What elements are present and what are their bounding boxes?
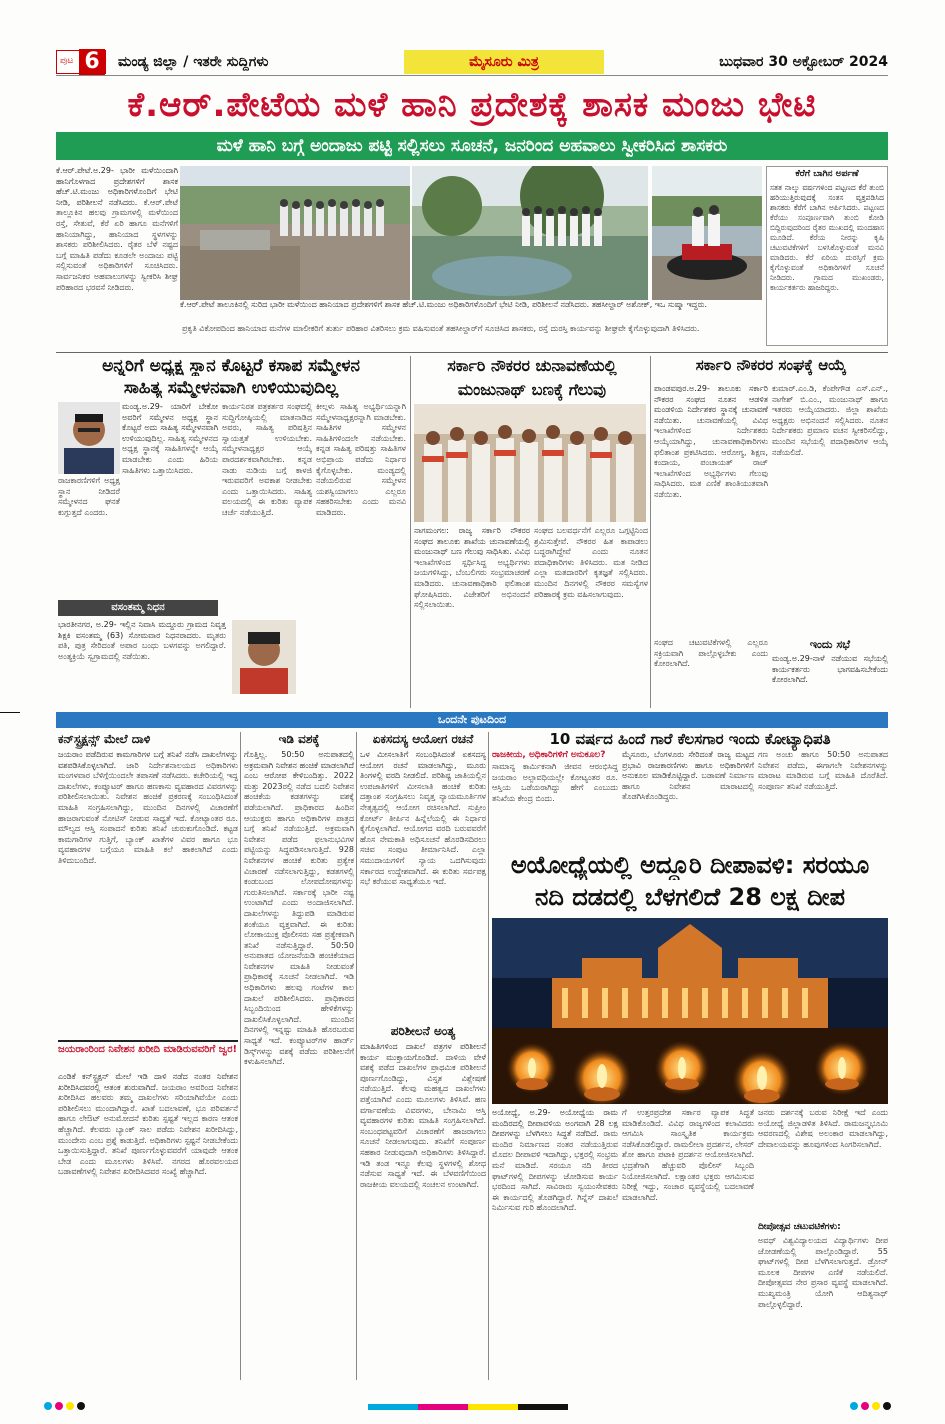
kasapa-column-3: ಕೀಲ್ಗಳು ಸಾಹಿತ್ಯ ಅಭ್ಯರ್ಥಿಯನ್ನಾಗಿ ಸಮ್ಮೇಳನಾಧ್ಯಕ್ಷರನ್ನಾಗಿ ಮಾಡಬೇಕು. ಸಾಹಿತಿಗಳ ಸಮ್ಮೇಳನ ಸಾಹಿತಿಗಳಿಂದಲೇ ನಡೆಯಬೇಕು. ಕನ್ನಡ ಸಾಹಿತ್ಯ ಪರಿಷತ್ತು ಸಾಹಿತಿಗಳ ಅಭಿಪ್ರಾಯ ಪಡೆದು ನಿರ್ಧಾರ ಕೈಗೊಳ್ಳಬೇಕು. ಮಂಡ್ಯದಲ್ಲಿ ನಡೆಯಲಿರುವ ಸಮ್ಮೇಳನ ಯಶಸ್ವಿಯಾಗಲು ಎಲ್ಲರೂ ಸಹಕರಿಸಬೇಕು ಎಂದು ಮನವಿ ಮಾಡಿದರು. — [316, 402, 406, 517]
page-number: 6 — [79, 49, 105, 75]
obituary-portrait — [232, 620, 296, 694]
continued-band: ಒಂದನೇ ಪುಟದಿಂದ — [56, 712, 888, 728]
magenta-dot — [55, 1402, 63, 1410]
page-number-box — [56, 50, 106, 74]
election-column-1: ನಾಗಮಂಗಲ: ರಾಜ್ಯ ಸರ್ಕಾರಿ ನೌಕರರ ಸಂಘದ ತಾಲೂಕು ಶಾಖೆಯ ಚುನಾವಣೆಯಲ್ಲಿ ಮಂಜುನಾಥ್ ಬಣ ಗೆಲುವು ಸಾಧಿಸಿತು. ವಿವಿಧ ಇಲಾಖೆಗಳಿಂದ ಸ್ಪರ್ಧಿಸಿದ್ದ ಅಭ್ಯರ್ಥಿಗಳು ಜಯಗಳಿಸಿದ್ದು, ಬೆಂಬಲಿಗರು ಸಂಭ್ರಮಾಚರಣೆ ಮಾಡಿದರು. ಚುನಾವಣಾಧಿಕಾರಿ ಫಲಿತಾಂಶ ಘೋಷಿಸಿದರು. ವಿಜೇತರಿಗೆ ಅಭಿನಂದನೆ ಸಲ್ಲಿಸಲಾಯಿತು. — [414, 526, 530, 610]
page-label: ಪುಟ — [60, 56, 74, 66]
union-headline: ಸರ್ಕಾರಿ ನೌಕರರ ಸಂಘಕ್ಕೆ ಆಯ್ಕೆ — [695, 356, 847, 374]
lead-body-column-1: ಕೆ.ಆರ್.ಪೇಟೆ.ಅ.29- ಭಾರೀ ಮಳೆಯಿಂದಾಗಿ ಹಾನಿಗೊಳಗಾದ ಪ್ರದೇಶಗಳಿಗೆ ಶಾಸಕ ಹೆಚ್.ಟಿ.ಮಂಜು ಅಧಿಕಾರಿಗಳೊಂದಿಗೆ ಭೇಟಿ ನೀಡಿ, ಪರಿಶೀಲನೆ ನಡೆಸಿದರು. ಕೆ.ಆರ್.ಪೇಟೆ ತಾಲ್ಲೂಕಿನ ಹಲವು ಗ್ರಾಮಗಳಲ್ಲಿ ಮಳೆಯಿಂದ ರಸ್ತೆ, ಸೇತುವೆ, ಕೆರೆ ಏರಿ ಹಾಗೂ ಮನೆಗಳಿಗೆ ಹಾನಿಯಾಗಿದ್ದು, ಹಾನಿಯಾದ ಸ್ಥಳಗಳನ್ನು ಶಾಸಕರು ಪರಿಶೀಲಿಸಿದರು. ರೈತರ ಬೆಳೆ ನಷ್ಟದ ಬಗ್ಗೆ ಮಾಹಿತಿ ಪಡೆದು ಕೂಡಲೇ ಅಂದಾಜು ಪಟ್ಟಿ ಸಲ್ಲಿಸುವಂತೆ ಅಧಿಕಾರಿಗಳಿಗೆ ಸೂಚಿಸಿದರು. ಸಾರ್ವಜನಿಕರ ಅಹವಾಲುಗಳನ್ನು ಸ್ವೀಕರಿಸಿ ಶೀಘ್ರ ಪರಿಹಾರದ ಭರವಸೆ ನೀಡಿದರು. — [56, 166, 178, 292]
union-column-2: ಕುಮಾರ್.ಎಂ.ಡಿ, ಕೆಂಪೇಗೌಡ ಎಸ್.ಎನ್., ನಾಗೇಶ್ ಬಿ.ಎಂ., ಮಂಜುನಾಥ್ ಹಾಗೂ ಇತರರು ಆಯ್ಕೆಯಾದರು. ಜಿಲ್ಲಾ ಶಾಖೆಯ ಅಧ್ಯಕ್ಷರು ಅಭಿನಂದನೆ ಸಲ್ಲಿಸಿದರು. ನೂತನ ನಿರ್ದೇಶಕರು ಪ್ರಮಾಣ ವಚನ ಸ್ವೀಕರಿಸಲಿದ್ದು, ಮುಂದಿನ ಸಭೆಯಲ್ಲಿ ಪದಾಧಿಕಾರಿಗಳ ಆಯ್ಕೆ ನಡೆಯಲಿದೆ. — [772, 384, 888, 457]
lead-photo-2 — [412, 166, 648, 300]
meeting-text: ಮಂಡ್ಯ.ಅ.29-ನಾಳೆ ನಡೆಯುವ ಸಭೆಯಲ್ಲಿ ಕಾರ್ಯಕರ್ತರು ಭಾಗವಹಿಸಬೇಕೆಂದು ಕೋರಲಾಗಿದೆ. — [772, 654, 888, 685]
black-dot — [883, 1402, 891, 1410]
millionaire-kicker: ರಾಜಕೀಯ, ಅಧಿಕಾರಿಗಳಿಗೆ ಅನುಕೂಲ? — [492, 750, 606, 760]
lead-photo-3 — [652, 166, 762, 300]
lead-subheadline: ಮಳೆ ಹಾನಿ ಬಗ್ಗೆ ಅಂದಾಜು ಪಟ್ಟಿ ಸಲ್ಲಿಸಲು ಸೂಚನೆ, ಜನರಿಂದ ಅಹವಾಲು ಸ್ವೀಕರಿಸಿದ ಶಾಸಕರು — [56, 132, 888, 160]
obituary-body: ಭಾರತೀನಗರ, ಅ.29- ಇಲ್ಲಿನ ನಿವಾಸಿ ಮದ್ದೂರು ಗ್ರಾಮದ ನಿವೃತ್ತ ಶಿಕ್ಷಕಿ ವಸಂತಮ್ಮ (63) ಸೋಮವಾರ ನಿಧನರಾದರು. ಮೃತರು ಪತಿ, ಪುತ್ರ ಸೇರಿದಂತೆ ಅಪಾರ ಬಂಧು ಬಳಗವನ್ನು ಅಗಲಿದ್ದಾರೆ. ಅಂತ್ಯಕ್ರಿಯೆ ಸ್ವಗ್ರಾಮದಲ್ಲಿ ನಡೆಯಿತು. — [58, 620, 226, 661]
column-divider-4 — [356, 732, 357, 1380]
page-header — [56, 50, 888, 76]
millionaire-column-2: ಮೈಸೂರು, ಬೆಂಗಳೂರು ಸೇರಿದಂತೆ ರಾಜ್ಯ ಮಟ್ಟದ ಪ್ರಭಾವಿ ರಾಜಕಾರಣಿಗಳು ಹಾಗೂ ಅಧಿಕಾರಿಗಳಿಗೆ ಅನುಕೂಲ ಮಾಡಿಕೊಟ್ಟಿದ್ದಾರೆ. ಬಡಾವಣೆ ನಿರ್ಮಾಣ ಹಾಗೂ ನಿವೇಶನ ಮಾರಾಟದಲ್ಲಿ ತೊಡಗಿಸಿಕೊಂಡಿದ್ದರು. — [622, 750, 754, 802]
election-dateline: ನಾಗಮಂಗಲ: ರಾಜ್ಯ ಸರ್ಕಾರಿ ನೌಕರರ ಸಂಘದ ತಾಲೂಕು ಶಾಖೆಯ ಚುನಾವಣೆಯಲ್ಲಿ ಮಂಜುನಾಥ್ ಬಣ ಗೆಲುವು ಸಾಧಿಸಿತು. — [414, 526, 530, 557]
box-rule — [58, 1040, 238, 1042]
print-registration-marks-left — [44, 1402, 85, 1410]
reservation-headline: ಇಡಿ ವಶಕ್ಕೆ — [278, 732, 320, 746]
lead-body-continued: ಪ್ರಕೃತಿ ವಿಕೋಪದಿಂದ ಹಾನಿಯಾದ ಮನೆಗಳ ಮಾಲೀಕರಿಗೆ ತುರ್ತು ಪರಿಹಾರ ವಿತರಿಸಲು ಕ್ರಮ ವಹಿಸುವಂತೆ ತಹಸೀಲ್ದಾರ್‌ಗೆ ಸೂಚಿಸಿದ ಶಾಸಕರು, ರಸ್ತೆ ದುರಸ್ತಿ ಕಾರ್ಯವನ್ನು ಶೀಘ್ರವೇ ಕೈಗೊಳ್ಳುವುದಾಗಿ ತಿಳಿಸಿದರು. — [182, 324, 700, 333]
buyers-box-body: ಎಂಡಿಕೆ ಕನ್‌ಸ್ಟ್ರಕ್ಷನ್ ಮೇಲೆ ಇಡಿ ದಾಳಿ ನಡೆದ ನಂತರ ನಿವೇಶನ ಖರೀದಿಸಿದವರಲ್ಲಿ ಆತಂಕ ಶುರುವಾಗಿದೆ. ಜಯರಾಂ ಅವರಿಂದ ನಿವೇಶನ ಖರೀದಿಸಿದ ಹಲವರು ತಮ್ಮ ದಾಖಲೆಗಳು ಸರಿಯಾಗಿವೆಯೇ ಎಂದು ಪರಿಶೀಲಿಸಲು ಮುಂದಾಗಿದ್ದಾರೆ. ಖಾತೆ ಬದಲಾವಣೆ, ಭೂ ಪರಿವರ್ತನೆ ಹಾಗೂ ಲೇಔಟ್ ಅನುಮೋದನೆ ಕುರಿತು ಸ್ಪಷ್ಟತೆ ಇಲ್ಲದ ಕಾರಣ ಆತಂಕ ಹೆಚ್ಚಾಗಿದೆ. ಕೆಲವರು ಬ್ಯಾಂಕ್ ಸಾಲ ಪಡೆದು ನಿವೇಶನ ಖರೀದಿಸಿದ್ದು, ಮುಂದೇನು ಎಂಬ ಪ್ರಶ್ನೆ ಕಾಡುತ್ತಿದೆ. ಅಧಿಕಾರಿಗಳು ಸ್ಪಷ್ಟನೆ ನೀಡಬೇಕೆಂದು ಒತ್ತಾಯಿಸುತ್ತಿದ್ದಾರೆ. ತನಿಖೆ ಪೂರ್ಣಗೊಳ್ಳುವವರೆಗೆ ಯಾವುದೇ ಆತಂಕ ಬೇಡ ಎಂದು ಮೂಲಗಳು ತಿಳಿಸಿವೆ. ನಗರದ ಹೊರವಲಯದ ಬಡಾವಣೆಗಳಲ್ಲಿ ನಿವೇಶನ ಖರೀದಿಸಿದವರ ಸಂಖ್ಯೆ ಹೆಚ್ಚಾಗಿದೆ. — [58, 1072, 238, 1177]
commission-headline: ಏಕಸದಸ್ಯ ಆಯೋಗ ರಚನೆ — [372, 732, 474, 746]
deepotsav-headline-1: ಅಯೋಧ್ಯೆಯಲ್ಲಿ ಅದ್ದೂರಿ ದೀಪಾವಳಿ: ಸರಯೂ — [510, 851, 870, 879]
masthead: ಮೈಸೂರು ಮಿತ್ರ — [404, 50, 604, 74]
deepotsav-text: ಅಯೋಧ್ಯೆ, ಅ.29- ಅಯೋಧ್ಯೆಯ ರಾಮ ಮಂದಿರದಲ್ಲಿ ದೀಪಾವಳಿಯ ಅಂಗವಾಗಿ 28 ಲಕ್ಷ ದೀಪಗಳನ್ನು ಬೆಳಗಿಸಲು ಸಿದ್ಧತೆ ನಡೆದಿದೆ. — [492, 1108, 618, 1139]
election-column-2: ಸಂಘದ ಬಲವರ್ಧನೆಗೆ ಎಲ್ಲರೂ ಒಗ್ಗಟ್ಟಿನಿಂದ ಶ್ರಮಿಸುತ್ತೇವೆ. ನೌಕರರ ಹಿತ ಕಾಪಾಡಲು ಬದ್ಧರಾಗಿದ್ದೇವೆ ಎಂದು ನೂತನ ಪದಾಧಿಕಾರಿಗಳು ತಿಳಿಸಿದರು. ಮತ ನೀಡಿದ ಎಲ್ಲಾ ಮತದಾರರಿಗೆ ಕೃತಜ್ಞತೆ ಸಲ್ಲಿಸಿದರು. ಮುಂದಿನ ದಿನಗಳಲ್ಲಿ ನೌಕರರ ಸಮಸ್ಯೆಗಳ ಪರಿಹಾರಕ್ಕೆ ಕ್ರಮ ವಹಿಸಲಾಗುವುದು. — [534, 526, 648, 599]
deepotsav-column-2: ಗೆ ಉತ್ತರಪ್ರದೇಶ ಸರ್ಕಾರ ವ್ಯಾಪಕ ಸಿದ್ಧತೆ ಮಾಡಿಕೊಂಡಿದೆ. ವಿವಿಧ ರಾಜ್ಯಗಳಿಂದ ಕಲಾವಿದರು ಆಗಮಿಸಿ ಸಾಂಸ್ಕೃತಿಕ ಕಾರ್ಯಕ್ರಮ ನಡೆಸಿಕೊಡಲಿದ್ದಾರೆ. ರಾಮಲೀಲಾ ಪ್ರದರ್ಶನ, ಲೇಸರ್ ಶೋ ಹಾಗೂ ಪಟಾಕಿ ಪ್ರದರ್ಶನ ಆಯೋಜಿಸಲಾಗಿದೆ. ಭದ್ರತೆಗಾಗಿ ಹೆಚ್ಚುವರಿ ಪೊಲೀಸ್ ಸಿಬ್ಬಂದಿ ನಿಯೋಜಿಸಲಾಗಿದೆ. ಲಕ್ಷಾಂತರ ಭಕ್ತರು ಆಗಮಿಸುವ ನಿರೀಕ್ಷೆ ಇದ್ದು, ಸಂಚಾರ ವ್ಯವಸ್ಥೆಯಲ್ಲಿ ಬದಲಾವಣೆ ಮಾಡಲಾಗಿದೆ. — [622, 1108, 754, 1202]
kasapa-headline-1: ಅನ್ನರಿಗೆ ಅಧ್ಯಕ್ಷ ಸ್ಥಾನ ಕೊಟ್ಟರೆ ಕಸಾಪ ಸಮ್ಮೇಳನ — [102, 356, 360, 376]
black-dot — [77, 1402, 85, 1410]
deepotsav-column-1: ಅಯೋಧ್ಯೆ, ಅ.29- ಅಯೋಧ್ಯೆಯ ರಾಮ ಮಂದಿರದಲ್ಲಿ ದೀಪಾವಳಿಯ ಅಂಗವಾಗಿ 28 ಲಕ್ಷ ದೀಪಗಳನ್ನು ಬೆಳಗಿಸಲು ಸಿದ್ಧತೆ ನಡೆದಿದೆ. ರಾಮ ಮಂದಿರ ನಿರ್ಮಾಣದ ನಂತರ ನಡೆಯುತ್ತಿರುವ ಮೊದಲ ದೀಪಾವಳಿ ಇದಾಗಿದ್ದು, ಭಕ್ತರಲ್ಲಿ ಸಂಭ್ರಮ ಮನೆ ಮಾಡಿದೆ. ಸರಯೂ ನದಿ ತೀರದ ಘಾಟ್‌ಗಳಲ್ಲಿ ದೀಪಗಳನ್ನು ಜೋಡಿಸುವ ಕಾರ್ಯ ಭರದಿಂದ ಸಾಗಿದೆ. ಸಾವಿರಾರು ಸ್ವಯಂಸೇವಕರು ಈ ಕಾರ್ಯದಲ್ಲಿ ತೊಡಗಿದ್ದಾರೆ. ಗಿನ್ನೆಸ್ ದಾಖಲೆ ನಿರ್ಮಿಸುವ ಗುರಿ ಹೊಂದಲಾಗಿದೆ. — [492, 1108, 618, 1213]
lake-box — [766, 166, 888, 346]
millionaire-column-3: ಗಣ ಅಂಚು ಹಾಗೂ 50:50 ಅನುಪಾತದ ನಿವೇಶನ ಪಡೆದು, ಈಗಾಗಲೇ ನಿವೇಶನಗಳನ್ನು ಮಾರಾಟ ಮಾಡಿರುವ ಬಗ್ಗೆ ಮಾಹಿತಿ ದೊರೆತಿದೆ. ಸಂಪೂರ್ಣ ತನಿಖೆ ನಡೆಯುತ್ತಿದೆ. — [758, 750, 888, 791]
lead-headline: ಕೆ.ಆರ್.ಪೇಟೆಯ ಮಳೆ ಹಾನಿ ಪ್ರದೇಶಕ್ಕೆ ಶಾಸಕ ಮಂಜು ಭೇಟಿ — [127, 85, 817, 125]
kasapa-column-2: ಕಾರ್ಯನಿರತ ಪತ್ರಕರ್ತರ ಸಂಘದಲ್ಲಿ ಸುದ್ದಿಗೋಷ್ಠಿಯಲ್ಲಿ ಮಾತನಾಡಿದ ಅವರು, ಸಾಹಿತ್ಯ ಪರಿಷತ್ತಿನ ಸ್ವಾಯತ್ತತೆ ಉಳಿಯಬೇಕು. ಸಮ್ಮೇಳನಾಧ್ಯಕ್ಷರ ಆಯ್ಕೆ ಪಾರದರ್ಶಕವಾಗಿರಬೇಕು. ಕನ್ನಡ ನಾಡು ನುಡಿಯ ಬಗ್ಗೆ ಕಾಳಜಿ ಇರುವವರಿಗೆ ಅವಕಾಶ ನೀಡಬೇಕು ಎಂದು ಒತ್ತಾಯಿಸಿದರು. ಸಾಹಿತ್ಯ ವಲಯದಲ್ಲಿ ಈ ಕುರಿತು ವ್ಯಾಪಕ ಚರ್ಚೆ ನಡೆಯುತ್ತಿದೆ. — [222, 402, 312, 517]
union-column-1b: ಸಂಘದ ಚಟುವಟಿಕೆಗಳಲ್ಲಿ ಎಲ್ಲರೂ ಸಕ್ರಿಯವಾಗಿ ಪಾಲ್ಗೊಳ್ಳಬೇಕು ಎಂದು ಕೋರಲಾಗಿದೆ. — [654, 638, 768, 669]
review-column: ಮಾಹಿತಿಗಳಿಂದ ದಾಖಲೆ ಪತ್ರಗಳ ಪರಿಶೀಲನೆ ಕಾರ್ಯ ಮುಕ್ತಾಯಗೊಂಡಿದೆ. ದಾಳಿಯ ವೇಳೆ ವಶಕ್ಕೆ ಪಡೆದ ದಾಖಲೆಗಳ ಪ್ರಾಥಮಿಕ ಪರಿಶೀಲನೆ ಪೂರ್ಣಗೊಂಡಿದ್ದು, ವಿಸ್ತೃತ ವಿಶ್ಲೇಷಣೆ ನಡೆಯುತ್ತಿದೆ. ಕೆಲವು ಮಹತ್ವದ ದಾಖಲೆಗಳು ಪತ್ತೆಯಾಗಿವೆ ಎಂದು ಮೂಲಗಳು ತಿಳಿಸಿವೆ. ಹಣ ವರ್ಗಾವಣೆಯ ವಿವರಗಳು, ಬೇನಾಮಿ ಆಸ್ತಿ ವ್ಯವಹಾರಗಳ ಕುರಿತು ಮಾಹಿತಿ ಸಂಗ್ರಹಿಸಲಾಗಿದೆ. ಸಂಬಂಧಪಟ್ಟವರಿಗೆ ವಿಚಾರಣೆಗೆ ಹಾಜರಾಗಲು ಸೂಚನೆ ನೀಡಲಾಗುವುದು. ತನಿಖೆಗೆ ಸಂಪೂರ್ಣ ಸಹಕಾರ ನೀಡುವುದಾಗಿ ಅಧಿಕಾರಿಗಳು ತಿಳಿಸಿದ್ದಾರೆ. ಇಡಿ ತಂಡ ಇನ್ನೂ ಕೆಲವು ಸ್ಥಳಗಳಲ್ಲಿ ಶೋಧ ನಡೆಸುವ ಸಾಧ್ಯತೆ ಇದೆ. ಈ ಬೆಳವಣಿಗೆಯಿಂದ ರಾಜಕೀಯ ವಲಯದಲ್ಲಿ ಸಂಚಲನ ಉಂಟಾಗಿದೆ. — [360, 1042, 486, 1189]
kasapa-dateline: ಮಂಡ್ಯ.ಅ.29- ಯಾರಿಗೆ ಬೇಕೋ ಅವರಿಗೆ ಸಮ್ಮೇಳನ ಅಧ್ಯಕ್ಷ ಸ್ಥಾನ ಕೊಟ್ಟರೆ ಅದು ಸಾಹಿತ್ಯ ಸಮ್ಮೇಳನವಾಗಿ ಉಳಿಯುವುದಿಲ್ಲ. — [122, 402, 218, 443]
review-headline: ಪರಿಶೀಲನೆ ಅಂತ್ಯ — [390, 1024, 456, 1038]
lake-box-headline: ಕೆರೆಗೆ ಬಾಗಿನ ಅರ್ಪಣೆ — [795, 169, 859, 179]
construction-column: ಜಯರಾಂ ಪಡೆದಿರುವ ಕಾಮಗಾರಿಗಳ ಬಗ್ಗೆ ತನಿಖೆ ನಡೆಸಿ ದಾಖಲೆಗಳನ್ನು ವಶಪಡಿಸಿಕೊಳ್ಳಲಾಗಿದೆ. ಜಾರಿ ನಿರ್ದೇಶನಾಲಯದ ಅಧಿಕಾರಿಗಳು ಮಂಗಳವಾರ ಬೆಳಿಗ್ಗೆಯಿಂದಲೇ ತಪಾಸಣೆ ನಡೆಸಿದರು. ಕಚೇರಿಯಲ್ಲಿ ಇದ್ದ ದಾಖಲೆಗಳು, ಕಂಪ್ಯೂಟರ್ ಹಾಗೂ ಹಣಕಾಸು ವ್ಯವಹಾರದ ವಿವರಗಳನ್ನು ಪರಿಶೀಲಿಸಲಾಯಿತು. ನಿವೇಶನ ಹಂಚಿಕೆ ಪ್ರಕರಣಕ್ಕೆ ಸಂಬಂಧಿಸಿದಂತೆ ಮಾಹಿತಿ ಸಂಗ್ರಹಿಸಲಾಗಿದ್ದು, ಮುಂದಿನ ದಿನಗಳಲ್ಲಿ ವಿಚಾರಣೆಗೆ ಹಾಜರಾಗುವಂತೆ ನೋಟಿಸ್ ನೀಡುವ ಸಾಧ್ಯತೆ ಇದೆ. ಕೋಟ್ಯಾಂತರ ರೂ. ಮೌಲ್ಯದ ಆಸ್ತಿ ಸಂಪಾದನೆ ಕುರಿತು ತನಿಖೆ ಚುರುಕುಗೊಂಡಿದೆ. ಕಟ್ಟಡ ಕಾಮಗಾರಿಗಳ ಗುತ್ತಿಗೆ, ಬ್ಯಾಂಕ್ ಖಾತೆಗಳ ವಿವರ ಹಾಗೂ ಭೂ ವ್ಯವಹಾರಗಳ ಬಗ್ಗೆಯೂ ಮಾಹಿತಿ ಕಲೆ ಹಾಕಲಾಗಿದೆ ಎಂದು ತಿಳಿದುಬಂದಿದೆ. — [58, 750, 238, 865]
union-column-1: ಪಾಂಡವಪುರ.ಅ.29- ತಾಲೂಕು ಸರ್ಕಾರಿ ನೌಕರರ ಸಂಘದ ನೂತನ ಆಡಳಿತ ಮಂಡಳಿಯ ನಿರ್ದೇಶಕರ ಸ್ಥಾನಕ್ಕೆ ಚುನಾವಣೆ ನಡೆಯಿತು. ಚುನಾವಣೆಯಲ್ಲಿ ವಿವಿಧ ಇಲಾಖೆಗಳಿಂದ ನಿರ್ದೇಶಕರು ಆಯ್ಕೆಯಾಗಿದ್ದು, ಚುನಾವಣಾಧಿಕಾರಿಗಳು ಫಲಿತಾಂಶ ಪ್ರಕಟಿಸಿದರು. ಆರೋಗ್ಯ, ಶಿಕ್ಷಣ, ಕಂದಾಯ, ಪಂಚಾಯತ್ ರಾಜ್ ಇಲಾಖೆಗಳಿಂದ ಅಭ್ಯರ್ಥಿಗಳು ಗೆಲುವು ಸಾಧಿಸಿದರು. ಮತ ಎಣಿಕೆ ಶಾಂತಿಯುತವಾಗಿ ನಡೆಯಿತು. — [654, 384, 768, 499]
kasapa-portrait — [58, 402, 120, 474]
meeting-body — [772, 654, 888, 708]
construction-headline: ಕನ್‌ಸ್ಟ್ರಕ್ಷನ್ಸ್ ಮೇಲೆ ದಾಳಿ — [58, 732, 151, 746]
section-divider — [56, 352, 888, 353]
print-registration-marks-right — [850, 1402, 891, 1410]
column-divider-1 — [410, 356, 411, 708]
column-divider-5 — [488, 732, 489, 1380]
crop-mark — [0, 712, 20, 713]
lake-box-body: ಸತತ ನಾಲ್ಕು ವರ್ಷಗಳಿಂದ ಪಟ್ಟಣದ ಕೆರೆ ತುಂಬಿ ಹರಿಯುತ್ತಿರುವುದಕ್ಕೆ ಸಂತಸ ವ್ಯಕ್ತಪಡಿಸಿದ ಶಾಸಕರು ಕೆರೆಗೆ ಬಾಗಿನ ಅರ್ಪಿಸಿದರು. ಪಟ್ಟಣದ ಕೆರೆಯು ಸಂಪೂರ್ಣವಾಗಿ ತುಂಬಿ ಕೋಡಿ ಬಿದ್ದಿರುವುದರಿಂದ ರೈತರ ಮುಖದಲ್ಲಿ ಮಂದಹಾಸ ಮೂಡಿದೆ. ಕೆರೆಯ ನೀರನ್ನು ಕೃಷಿ ಚಟುವಟಿಕೆಗಳಿಗೆ ಬಳಸಿಕೊಳ್ಳುವಂತೆ ಮನವಿ ಮಾಡಿದರು. ಕೆರೆ ಏರಿಯ ದುರಸ್ತಿಗೆ ಕ್ರಮ ಕೈಗೊಳ್ಳುವಂತೆ ಅಧಿಕಾರಿಗಳಿಗೆ ಸೂಚನೆ ನೀಡಿದರು. ಗ್ರಾಮದ ಮುಖಂಡರು, ಕಾರ್ಯಕರ್ತರು ಹಾಜರಿದ್ದರು. — [770, 183, 884, 292]
column-divider-2 — [650, 356, 651, 708]
cyan-dot — [44, 1402, 52, 1410]
election-headline-1: ಸರ್ಕಾರಿ ನೌಕರರ ಚುನಾವಣೆಯಲ್ಲಿ — [447, 356, 617, 375]
kasapa-headline-2: ಸಾಹಿತ್ಯ ಸಮ್ಮೇಳನವಾಗಿ ಉಳಿಯುವುದಿಲ್ಲ — [123, 378, 339, 398]
kasapa-column-1b: ರಾಜಕಾರಣಿಗಳಿಗೆ ಅಧ್ಯಕ್ಷ ಸ್ಥಾನ ನೀಡಿದರೆ ಸಮ್ಮೇಳನದ ಘನತೆ ಕುಗ್ಗುತ್ತದೆ ಎಂದರು. — [58, 476, 120, 517]
obituary-headline: ವಸಂತಮ್ಮ ನಿಧನ — [58, 600, 218, 616]
millionaire-headline: 10 ವರ್ಷದ ಹಿಂದೆ ಗಾರೆ ಕೆಲಸಗಾರ ಇಂದು ಕೋಟ್ಯಾಧಿಪತಿ — [549, 730, 831, 748]
millionaire-column-1: ಸಾಮಾನ್ಯ ಕಾರ್ಮಿಕನಾಗಿ ಜೀವನ ಆರಂಭಿಸಿದ್ದ ಜಯರಾಂ ಅಲ್ಪಾವಧಿಯಲ್ಲೇ ಕೋಟ್ಯಂತರ ರೂ. ಆಸ್ತಿಯ ಒಡೆಯರಾಗಿದ್ದು ಹೇಗೆ ಎಂಬುದು ತನಿಖೆಯ ಕೇಂದ್ರ ಬಿಂದು. — [492, 762, 618, 803]
review-text: ಮಾಹಿತಿಗಳಿಂದ ದಾಖಲೆ ಪತ್ರಗಳ ಪರಿಶೀಲನೆ ಕಾರ್ಯ ಮುಕ್ತಾಯಗೊಂಡಿದೆ. — [360, 1042, 486, 1062]
section-title: ಮಂಡ್ಯ ಜಿಲ್ಲಾ / ಇತರೇ ಸುದ್ದಿಗಳು — [118, 54, 269, 70]
lead-dateline: ಕೆ.ಆರ್.ಪೇಟೆ.ಅ.29- ಭಾರೀ ಮಳೆಯಿಂದಾಗಿ ಹಾನಿಗೊಳಗಾದ ಪ್ರದೇಶಗಳಿಗೆ ಶಾಸಕ ಹೆಚ್.ಟಿ.ಮಂಜು ಅಧಿಕಾರಿಗಳೊಂದಿಗೆ ಭೇಟಿ ನೀಡಿ, ಪರಿಶೀಲನೆ ನಡೆಸಿದರು. — [56, 166, 178, 207]
deepotsav-headline-2: ನದಿ ದಡದಲ್ಲಿ ಬೆಳಗಲಿದೆ 28 ಲಕ್ಷ ದೀಪ — [535, 883, 845, 911]
construction-text: ಜಯರಾಂ ಪಡೆದಿರುವ ಕಾಮಗಾರಿಗಳ ಬಗ್ಗೆ ತನಿಖೆ ನಡೆಸಿ ದಾಖಲೆಗಳನ್ನು ವಶಪಡಿಸಿಕೊಳ್ಳಲಾಗಿದೆ. — [58, 750, 238, 770]
union-dateline: ಪಾಂಡವಪುರ.ಅ.29- ತಾಲೂಕು ಸರ್ಕಾರಿ ನೌಕರರ ಸಂಘದ ನೂತನ ಆಡಳಿತ ಮಂಡಳಿಯ ನಿರ್ದೇಶಕರ ಸ್ಥಾನಕ್ಕೆ ಚುನಾವಣೆ ನಡೆಯಿತು. — [654, 384, 768, 425]
commission-text: ಒಳ ಮೀಸಲಾತಿಗೆ ಸಂಬಂಧಿಸಿದಂತೆ ಏಕಸದಸ್ಯ ಆಯೋಗ ರಚನೆ ಮಾಡಲಾಗಿದ್ದು, ಮೂರು ತಿಂಗಳಲ್ಲಿ ವರದಿ ನೀಡಲಿದೆ. — [360, 750, 486, 781]
meeting-headline: ಇಂದು ಸಭೆ — [809, 638, 851, 651]
commission-column: ಒಳ ಮೀಸಲಾತಿಗೆ ಸಂಬಂಧಿಸಿದಂತೆ ಏಕಸದಸ್ಯ ಆಯೋಗ ರಚನೆ ಮಾಡಲಾಗಿದ್ದು, ಮೂರು ತಿಂಗಳಲ್ಲಿ ವರದಿ ನೀಡಲಿದೆ. ಪರಿಶಿಷ್ಟ ಜಾತಿಯಲ್ಲಿನ ಉಪಜಾತಿಗಳಿಗೆ ಮೀಸಲಾತಿ ಹಂಚಿಕೆ ಕುರಿತು ದತ್ತಾಂಶ ಸಂಗ್ರಹಿಸಲು ನಿವೃತ್ತ ನ್ಯಾಯಮೂರ್ತಿಗಳ ನೇತೃತ್ವದಲ್ಲಿ ಆಯೋಗ ರಚಿಸಲಾಗಿದೆ. ಸುಪ್ರೀಂ ಕೋರ್ಟ್ ತೀರ್ಪಿನ ಹಿನ್ನೆಲೆಯಲ್ಲಿ ಈ ನಿರ್ಧಾರ ಕೈಗೊಳ್ಳಲಾಗಿದೆ. ಆಯೋಗದ ವರದಿ ಬರುವವರೆಗೆ ಹೊಸ ನೇಮಕಾತಿ ಅಧಿಸೂಚನೆ ಹೊರಡಿಸದಿರಲು ಸಚಿವ ಸಂಪುಟ ತೀರ್ಮಾನಿಸಿದೆ. ಎಲ್ಲಾ ಸಮುದಾಯಗಳಿಗೆ ನ್ಯಾಯ ಒದಗಿಸುವುದು ಸರ್ಕಾರದ ಉದ್ದೇಶವಾಗಿದೆ. ಈ ಕುರಿತು ಸರ್ವಪಕ್ಷ ಸಭೆ ಕರೆಯುವ ಸಾಧ್ಯತೆಯೂ ಇದೆ. — [360, 750, 486, 887]
lake-box-text: ಸತತ ನಾಲ್ಕು ವರ್ಷಗಳಿಂದ ಪಟ್ಟಣದ ಕೆರೆ ತುಂಬಿ ಹರಿಯುತ್ತಿರುವುದಕ್ಕೆ ಸಂತಸ ವ್ಯಕ್ತಪಡಿಸಿದ ಶಾಸಕರು ಕೆರೆಗೆ ಬಾಗಿನ ಅರ್ಪಿಸಿದರು. — [770, 183, 884, 212]
lead-photo-caption: ಕೆ.ಆರ್.ಪೇಟೆ ತಾಲೂಕಿನಲ್ಲಿ ಸುರಿದ ಭಾರೀ ಮಳೆಯಿಂದ ಹಾನಿಯಾದ ಪ್ರದೇಶಗಳಿಗೆ ಶಾಸಕ ಹೆಚ್.ಟಿ.ಮಂಜು ಅಧಿಕಾರಿಗಳೊಂದಿಗೆ ಭೇಟಿ ನೀಡಿ, ಪರಿಶೀಲನೆ ನಡೆಸಿದರು. ತಹಸೀಲ್ದಾರ್ ಅಶೋಕ್, ಇಒ ಸುಷ್ಮಾ ಇದ್ದರು. — [180, 300, 708, 309]
cyan-dot — [850, 1402, 858, 1410]
deepotsav-column-3: ಜನರು ದರ್ಶನಕ್ಕೆ ಬರುವ ನಿರೀಕ್ಷೆ ಇದೆ ಎಂದು ಅಯೋಧ್ಯೆ ಜಿಲ್ಲಾಡಳಿತ ತಿಳಿಸಿದೆ. ರಾಮಜನ್ಮಭೂಮಿ ಆವರಣದಲ್ಲಿ ವಿಶೇಷ ಅಲಂಕಾರ ಮಾಡಲಾಗಿದ್ದು, ದೇವಾಲಯವನ್ನು ಹೂವುಗಳಿಂದ ಸಿಂಗರಿಸಲಾಗಿದೆ. — [758, 1108, 888, 1149]
obituary-text: ಭಾರತೀನಗರ, ಅ.29- ಇಲ್ಲಿನ ನಿವಾಸಿ ಮದ್ದೂರು ಗ್ರಾಮದ ನಿವೃತ್ತ ಶಿಕ್ಷಕಿ ವಸಂತಮ್ಮ (63) ಸೋಮವಾರ ನಿಧನರಾದರು. — [58, 620, 226, 640]
election-headline-2: ಮಂಜುನಾಥ್ ಬಣಕ್ಕೆ ಗೆಲುವು — [457, 380, 607, 399]
yellow-dot — [872, 1402, 880, 1410]
buyers-box-text: ಎಂಡಿಕೆ ಕನ್‌ಸ್ಟ್ರಕ್ಷನ್ ಮೇಲೆ ಇಡಿ ದಾಳಿ ನಡೆದ ನಂತರ ನಿವೇಶನ ಖರೀದಿಸಿದವರಲ್ಲಿ ಆತಂಕ ಶುರುವಾಗಿದೆ. — [58, 1072, 238, 1092]
kasapa-column-1: ಮಂಡ್ಯ.ಅ.29- ಯಾರಿಗೆ ಬೇಕೋ ಅವರಿಗೆ ಸಮ್ಮೇಳನ ಅಧ್ಯಕ್ಷ ಸ್ಥಾನ ಕೊಟ್ಟರೆ ಅದು ಸಾಹಿತ್ಯ ಸಮ್ಮೇಳನವಾಗಿ ಉಳಿಯುವುದಿಲ್ಲ. ಸಾಹಿತ್ಯ ಸಮ್ಮೇಳನದ ಅಧ್ಯಕ್ಷ ಸ್ಥಾನಕ್ಕೆ ಸಾಹಿತಿಗಳನ್ನೇ ಆಯ್ಕೆ ಮಾಡಬೇಕು ಎಂದು ಹಿರಿಯ ಸಾಹಿತಿಗಳು ಒತ್ತಾಯಿಸಿದರು. — [122, 402, 218, 475]
reservation-column: ಗೊತ್ತಿಲ್ಲ. 50:50 ಅನುಪಾತದಲ್ಲಿ ಅಕ್ರಮವಾಗಿ ನಿವೇಶನ ಹಂಚಿಕೆ ಮಾಡಲಾಗಿದೆ ಎಂಬ ಆರೋಪ ಕೇಳಿಬಂದಿತ್ತು. 2022 ಮತ್ತು 2023ರಲ್ಲಿ ನಡೆದ ಬದಲಿ ನಿವೇಶನ ಹಂಚಿಕೆಯ ಕಡತಗಳನ್ನು ವಶಕ್ಕೆ ಪಡೆಯಲಾಗಿದೆ. ಪ್ರಾಧಿಕಾರದ ಹಿಂದಿನ ಆಯುಕ್ತರು ಹಾಗೂ ಅಧಿಕಾರಿಗಳ ಪಾತ್ರದ ಬಗ್ಗೆ ತನಿಖೆ ನಡೆಯುತ್ತಿದೆ. ಅಕ್ರಮವಾಗಿ ನಿವೇಶನ ಪಡೆದ ಫಲಾನುಭವಿಗಳ ಪಟ್ಟಿಯನ್ನು ಸಿದ್ಧಪಡಿಸಲಾಗುತ್ತಿದೆ. 928 ನಿವೇಶನಗಳ ಹಂಚಿಕೆ ಕುರಿತು ಪ್ರತ್ಯೇಕ ವಿಚಾರಣೆ ನಡೆಸಲಾಗುತ್ತಿದ್ದು, ಕಡತಗಳಲ್ಲಿ ಕಂಡುಬಂದ ಲೋಪದೋಷಗಳನ್ನು ಗುರುತಿಸಲಾಗಿದೆ. ಸರ್ಕಾರಕ್ಕೆ ಭಾರೀ ನಷ್ಟ ಉಂಟಾಗಿದೆ ಎಂದು ಅಂದಾಜಿಸಲಾಗಿದೆ. ದಾಖಲೆಗಳನ್ನು ತಿದ್ದುಪಡಿ ಮಾಡಿರುವ ಶಂಕೆಯೂ ವ್ಯಕ್ತವಾಗಿದೆ. ಈ ಕುರಿತು ಲೋಕಾಯುಕ್ತ ಪೊಲೀಸರು ಸಹ ಪ್ರತ್ಯೇಕವಾಗಿ ತನಿಖೆ ನಡೆಸುತ್ತಿದ್ದಾರೆ. 50:50 ಅನುಪಾತದ ಯೋಜನೆಯಡಿ ಹಂಚಿಕೆಯಾದ ನಿವೇಶನಗಳ ಮಾಹಿತಿ ನೀಡುವಂತೆ ಪ್ರಾಧಿಕಾರಕ್ಕೆ ಸೂಚನೆ ನೀಡಲಾಗಿದೆ. ಇಡಿ ಅಧಿಕಾರಿಗಳು ಹಲವು ಗಂಟೆಗಳ ಕಾಲ ದಾಖಲೆ ಪರಿಶೀಲಿಸಿದರು. ಪ್ರಾಧಿಕಾರದ ಸಿಬ್ಬಂದಿಯಿಂದ ಹೇಳಿಕೆಗಳನ್ನು ದಾಖಲಿಸಿಕೊಳ್ಳಲಾಗಿದೆ. ಮುಂದಿನ ದಿನಗಳಲ್ಲಿ ಇನ್ನಷ್ಟು ಮಾಹಿತಿ ಹೊರಬರುವ ಸಾಧ್ಯತೆ ಇದೆ. ಕಂಪ್ಯೂಟರ್‌ಗಳ ಹಾರ್ಡ್ ಡಿಸ್ಕ್‌ಗಳನ್ನು ವಶಕ್ಕೆ ಪಡೆದು ಪರಿಶೀಲನೆಗೆ ಕಳುಹಿಸಲಾಗಿದೆ. — [244, 750, 354, 1067]
reservation-text: ಗೊತ್ತಿಲ್ಲ. 50:50 ಅನುಪಾತದಲ್ಲಿ ಅಕ್ರಮವಾಗಿ ನಿವೇಶನ ಹಂಚಿಕೆ ಮಾಡಲಾಗಿದೆ ಎಂಬ ಆರೋಪ ಕೇಳಿಬಂದಿತ್ತು. — [244, 750, 354, 781]
print-color-bar — [368, 1404, 568, 1410]
election-photo — [414, 404, 646, 522]
deepotsav-column-3b: ಅವಧ್ ವಿಶ್ವವಿದ್ಯಾಲಯದ ವಿದ್ಯಾರ್ಥಿಗಳು ದೀಪ ಜೋಡಣೆಯಲ್ಲಿ ಪಾಲ್ಗೊಂಡಿದ್ದಾರೆ. 55 ಘಾಟ್‌ಗಳಲ್ಲಿ ದೀಪ ಬೆಳಗಿಸಲಾಗುತ್ತದೆ. ಡ್ರೋನ್ ಮೂಲಕ ದೀಪಗಳ ಎಣಿಕೆ ನಡೆಯಲಿದೆ. ದೀಪೋತ್ಸವದ ನೇರ ಪ್ರಸಾರ ವ್ಯವಸ್ಥೆ ಮಾಡಲಾಗಿದೆ. ಮುಖ್ಯಮಂತ್ರಿ ಯೋಗಿ ಆದಿತ್ಯನಾಥ್ ಪಾಲ್ಗೊಳ್ಳಲಿದ್ದಾರೆ. — [758, 1236, 888, 1309]
column-divider-3 — [240, 732, 241, 1380]
yellow-dot — [66, 1402, 74, 1410]
magenta-dot — [861, 1402, 869, 1410]
deepotsav-photo — [492, 918, 888, 1104]
millionaire-text: ಮೈಸೂರು, ಬೆಂಗಳೂರು ಸೇರಿದಂತೆ ರಾಜ್ಯ ಮಟ್ಟದ ಪ್ರಭಾವಿ ರಾಜಕಾರಣಿಗಳು ಹಾಗೂ ಅಧಿಕಾರಿಗಳಿಗೆ ಅನುಕೂಲ ಮಾಡಿಕೊಟ್ಟಿದ್ದಾರೆ. — [622, 750, 754, 781]
issue-date: ಬುಧವಾರ 30 ಅಕ್ಟೋಬರ್ 2024 — [719, 54, 888, 70]
deepotsav-subheadline: ದೀಪೋತ್ಸವ ಚಟುವಟಿಕೆಗಳು: — [758, 1222, 841, 1232]
buyers-box-headline: ಜಯರಾಂರಿಂದ ನಿವೇಶನ ಖರೀದಿ ಮಾಡಿರುವವರಿಗೆ ಜ್ವರ! — [58, 1044, 238, 1055]
lead-photo-1 — [180, 166, 410, 300]
